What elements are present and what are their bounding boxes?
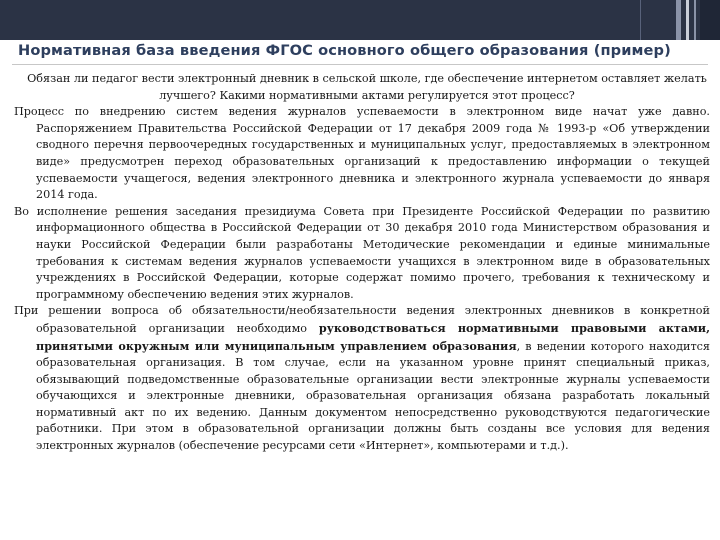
slide-title: Нормативная база введения ФГОС основного общего образования (пример) xyxy=(18,42,671,59)
slide-body xyxy=(14,71,710,455)
paragraph-history: Процесс по внедрению систем ведения журналов успеваемости в электронном виде начат уже давно. Распоряжением Правительства Российской Федерации от 17 декабря 2009 года № 1993-р «Об утверждении сводного перечня первоочередных государственных и муниципальных услуг, предоставляемых в электронном виде» предусмотрен переход образовательных организаций к предоставлению информации о текущей успеваемости учащегося, ведения электронного дневника и электронного журнала успеваемости до января 2014 года. xyxy=(14,105,710,202)
paragraph-decision-start: При решении вопроса об обязательности/необязательности ведения электронных дневников в конкретной образовательной организации необходимо xyxy=(14,304,710,335)
paragraph-decision xyxy=(14,303,710,454)
header-stripe xyxy=(694,0,696,40)
header-stripe xyxy=(700,0,720,40)
header-stripe xyxy=(676,0,681,40)
header-stripe xyxy=(640,0,641,40)
paragraph-decision-end: , в ведении которого находится образовательная организация. В том случае, если на указанном уровне принят специальный приказ, обязывающий подведомственные образовательные организации вести электронные журналы успеваемости обучающихся и электронные дневники, образовательная организация обязана разработать локальный нормативный акт по их ведению. Данным документом непосредственно руководствуются педагогические работники. При этом в образовательной организации должны быть созданы все условия для ведения электронных журналов (обеспечение ресурсами сети «Интернет», компьютерами и т.д.). xyxy=(36,339,710,453)
header-stripe xyxy=(686,0,689,40)
paragraph-decision-emphasis: руководствоваться нормативными правовыми актами, принятыми окружным или муниципальным управлением образования xyxy=(36,320,710,353)
paragraph-recommendations: Во исполнение решения заседания президиума Совета при Президенте Российской Федерации по развитию информационного общества в Российской Федерации от 30 декабря 2010 года Министерством образования и науки Российской Федерации были разработаны Методические рекомендации и единые минимальные требования к системам ведения журналов успеваемости учащихся в электронном виде в образовательных учреждениях в Российской Федерации, которые содержат помимо прочего, требования к техническому и программному обеспечению ведения этих журналов. xyxy=(14,204,710,301)
header-bar xyxy=(0,0,720,40)
title-divider xyxy=(12,64,708,65)
question-paragraph: Обязан ли педагог вести электронный дневник в сельской школе, где обеспечение интернетом оставляет желать лучшего? Какими нормативными актами регулируется этот процесс? xyxy=(27,72,707,102)
